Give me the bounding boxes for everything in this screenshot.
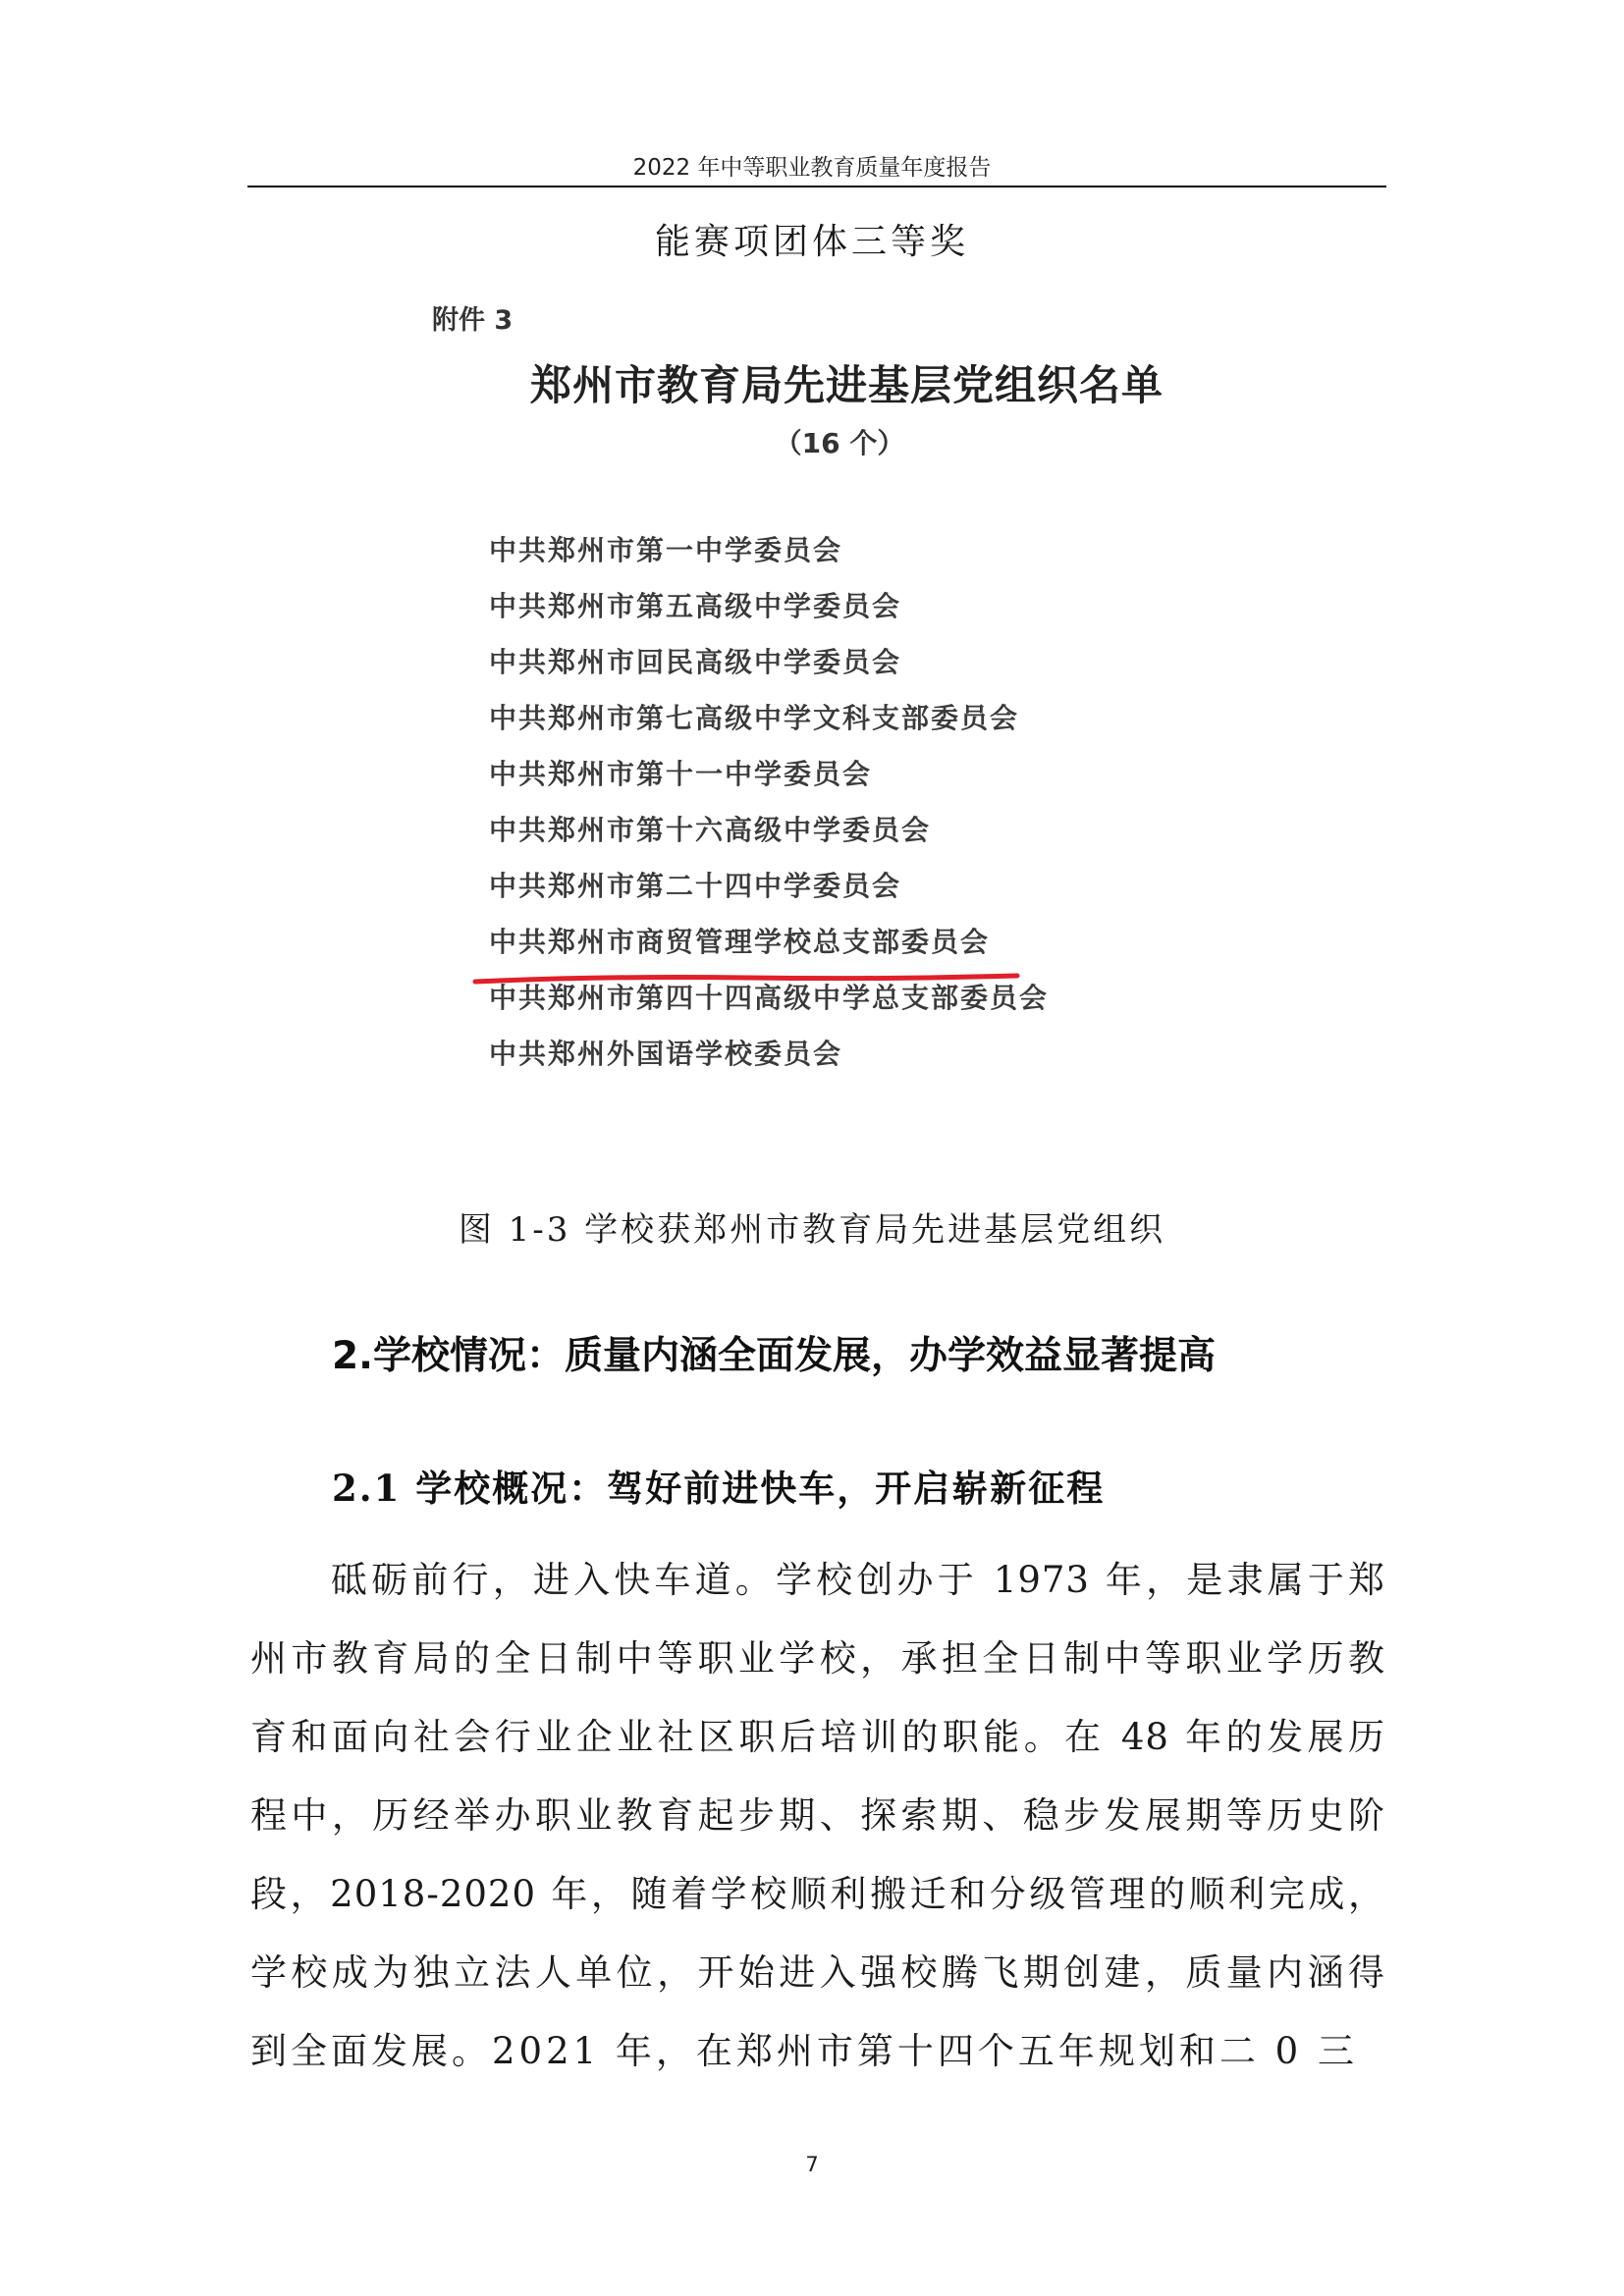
figure-title: 郑州市教育局先进基层党组织名单: [530, 361, 1164, 409]
paragraph-line: 砥砺前行，进入快车道。学校创办于 1973 年，是隶属于郑: [331, 1559, 1385, 1601]
paragraph-line: 育和面向社会行业企业社区职后培训的职能。在 48 年的发展历: [250, 1716, 1385, 1758]
page-number: 7: [805, 2153, 819, 2176]
list-item-highlighted: 中共郑州市商贸管理学校总支部委员会: [489, 926, 991, 958]
paragraph-line: 段，2018-2020 年，随着学校顺利搬迁和分级管理的顺利完成，: [250, 1873, 1385, 1915]
paragraph-line: 州市教育局的全日制中等职业学校，承担全日制中等职业学历教: [250, 1637, 1385, 1680]
paragraph-line: 学校成为独立法人单位，开始进入强校腾飞期创建，质量内涵得: [250, 1951, 1385, 1994]
list-item: 中共郑州市第五高级中学委员会: [489, 590, 902, 622]
list-item: 中共郑州外国语学校委员会: [489, 1038, 843, 1070]
subsection-heading: 2.1 学校概况：驾好前进快车，开启崭新征程: [332, 1467, 1106, 1510]
list-item: 中共郑州市第十六高级中学委员会: [489, 814, 932, 846]
attachment-figure: [412, 285, 1218, 1099]
attachment-label: 附件 3: [432, 305, 514, 336]
running-header: 2022 年中等职业教育质量年度报告: [632, 155, 992, 181]
list-item: 中共郑州市第七高级中学文科支部委员会: [489, 702, 1020, 734]
figure-count: （16 个）: [774, 427, 905, 459]
red-underline-mark: [471, 968, 1021, 989]
figure-caption: 图 1-3 学校获郑州市教育局先进基层党组织: [458, 1210, 1166, 1250]
list-item: 中共郑州市第二十四中学委员会: [489, 870, 902, 902]
list-item: 中共郑州市第四十四高级中学总支部委员会: [489, 982, 1050, 1014]
list-item: 中共郑州市第一中学委员会: [489, 534, 843, 566]
list-item: 中共郑州市第十一中学委员会: [489, 758, 873, 790]
continuation-text: 能赛项团体三等奖: [654, 222, 969, 262]
header-rule: [247, 186, 1386, 187]
list-item: 中共郑州市回民高级中学委员会: [489, 646, 902, 678]
paragraph-line: 程中，历经举办职业教育起步期、探索期、稳步发展期等历史阶: [250, 1794, 1385, 1837]
body-paragraph: [250, 1541, 1385, 2091]
organization-list: [489, 530, 1049, 1090]
section-heading: 2.学校情况：质量内涵全面发展，办学效益显著提高: [332, 1334, 1216, 1378]
paragraph-line: 到全面发展。2021 年，在郑州市第十四个五年规划和二 0 三: [250, 2030, 1358, 2072]
